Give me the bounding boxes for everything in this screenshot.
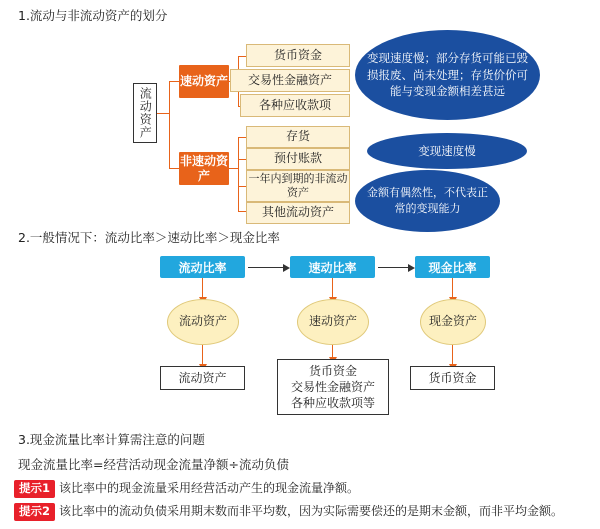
bottom-box-cash: 货币资金 xyxy=(410,366,495,390)
tip-row-1 xyxy=(14,480,359,498)
note-other-ellipse: 金额有偶然性，不代表正常的变现能力 xyxy=(355,170,500,232)
tip-2-badge: 提示2 xyxy=(14,503,55,521)
arrow-quick-to-cash xyxy=(378,267,409,268)
note-prepaid-ellipse: 变现速度慢 xyxy=(367,133,527,169)
arrow-oval1-to-box xyxy=(202,345,203,365)
connector-nonquick-item-3 xyxy=(238,186,246,187)
item-qita-liudong-zichan: 其他流动资产 xyxy=(246,202,350,224)
connector-to-quick xyxy=(169,81,179,82)
oval-quick-assets xyxy=(297,299,369,345)
root-label-liudong-zichan: 流动资产 xyxy=(133,83,157,143)
bottom-box-quick-line-2: 交易性金融资产 xyxy=(290,379,375,394)
section-3-title: 3.现金流量比率计算需注意的问题 xyxy=(18,432,205,447)
arrow-oval2-to-box xyxy=(332,345,333,358)
arrow-cash-to-oval xyxy=(452,278,453,298)
arrow-current-to-oval xyxy=(202,278,203,298)
item-yufu-zhangkuan: 预付账款 xyxy=(246,148,350,170)
connector-nonquick-item-1 xyxy=(238,137,246,138)
tip-row-2 xyxy=(14,503,563,521)
box-quick-ratio: 速动比率 xyxy=(290,256,375,278)
connector-to-nonquick xyxy=(169,168,179,169)
section-1-title: 1.流动与非流动资产的划分 xyxy=(18,8,168,23)
oval-current-assets-label: 流动资产 xyxy=(178,314,227,329)
item-yinianneidaoqi-label: 一年内到期的非流动资产 xyxy=(248,171,348,199)
item-jiaoyixing-jinrong-zichan: 交易性金融资产 xyxy=(230,69,350,92)
oval-cash-assets-label: 现金资产 xyxy=(428,314,477,329)
box-cash-ratio: 现金比率 xyxy=(415,256,490,278)
box-quick-assets-label: 速动资产 xyxy=(179,74,228,88)
connector-nonquick-vert xyxy=(238,137,239,211)
oval-quick-assets-label: 速动资产 xyxy=(308,314,357,329)
connector-nonquick-item-4 xyxy=(238,211,246,212)
item-yinianneidaoqi-feiliudong-zichan xyxy=(246,170,350,202)
tip-1-badge: 提示1 xyxy=(14,480,55,498)
tip-1-text: 该比率中的现金流量采用经营活动产生的现金流量净额。 xyxy=(59,481,360,495)
item-huobi-zijin: 货币资金 xyxy=(246,44,350,67)
arrow-oval3-to-box xyxy=(452,345,453,365)
connector-root-stem xyxy=(157,113,169,114)
box-nonquick-assets-label: 非速动资产 xyxy=(179,153,228,183)
bottom-box-current-assets: 流动资产 xyxy=(160,366,245,390)
connector-nonquick-stem xyxy=(229,168,238,169)
item-gezhong-yingshou-kuanxiang: 各种应收款项 xyxy=(240,94,350,117)
connector-quick-item-1 xyxy=(238,56,246,57)
bottom-box-quick-line-1: 货币资金 xyxy=(308,363,357,378)
tip-2-text: 该比率中的流动负债采用期末数而非平均数，因为实际需要偿还的是期末金额，而非平均金额。 xyxy=(59,504,564,518)
box-current-ratio: 流动比率 xyxy=(160,256,245,278)
connector-root-vert xyxy=(169,81,170,168)
section-2-title: 2.一般情况下：流动比率＞速动比率＞现金比率 xyxy=(18,230,280,245)
connector-nonquick-item-2 xyxy=(238,159,246,160)
box-quick-assets xyxy=(179,65,229,98)
item-cunhuo: 存货 xyxy=(246,126,350,148)
bottom-box-quick-line-3: 各种应收款项等 xyxy=(290,396,375,411)
box-nonquick-assets xyxy=(179,152,229,185)
arrow-quick-to-oval xyxy=(332,278,333,298)
note-inventory-ellipse: 变现速度慢；部分存货可能已毁损报废、尚未处理；存货价价可能与变现金额相差甚远 xyxy=(355,30,540,120)
oval-current-assets xyxy=(167,299,239,345)
arrow-current-to-quick xyxy=(248,267,284,268)
section-3-formula: 现金流量比率=经营活动现金流量净额÷流动负债 xyxy=(18,457,289,472)
oval-cash-assets xyxy=(420,299,486,345)
bottom-box-quick-components xyxy=(277,359,389,415)
